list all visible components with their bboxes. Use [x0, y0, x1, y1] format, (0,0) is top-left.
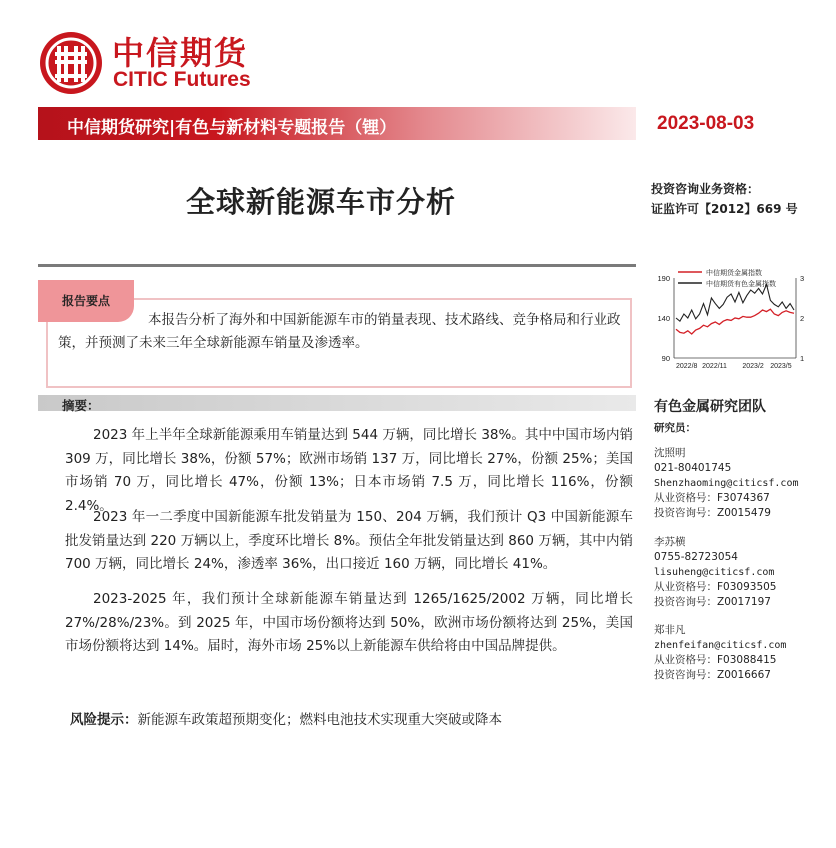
- metal-index-chart: [644, 266, 814, 380]
- x-tick-label: 2023/5: [770, 363, 792, 370]
- analyst-phone: 021-80401745: [654, 462, 732, 474]
- report-date: 2023-08-03: [657, 113, 755, 134]
- brand-name-en: CITIC Futures: [113, 68, 251, 91]
- risk-warning: [70, 708, 502, 728]
- analyst-advisory: 投资咨询号：Z0015479: [654, 507, 771, 519]
- analyst-card: [654, 446, 799, 521]
- x-tick-label: 2023/2: [742, 363, 764, 370]
- y-tick-label: 190: [657, 274, 670, 283]
- section-divider: [38, 264, 636, 267]
- highlights-text: 本报告分析了海外和中国新能源车市的销量表现、技术路线、竞争格局和行业政策，并预测了未来三年全球新能源车销量及渗透率。: [58, 312, 621, 351]
- legend-label: 中信期货有色金属指数: [706, 280, 776, 288]
- summary-label: 摘要：: [62, 398, 100, 413]
- analyst-name: 李苏横: [654, 536, 686, 548]
- analyst-card: [654, 535, 776, 610]
- risk-label: 风险提示：: [70, 712, 138, 728]
- analyst-email[interactable]: zhenfeifan@citicsf.com: [654, 640, 787, 651]
- y-tick-label: 90: [661, 354, 670, 363]
- analyst-qualification: 从业资格号：F03088415: [654, 654, 777, 666]
- summary-paragraph: 2023 年上半年全球新能源乘用车销量达到 544 万辆，同比增长 38%。其中中国市场内销 309 万，同比增长 38%，份额 57%；欧洲市场销 137 万，同比增长 27%，份额 25%；美国市场销 70 万，同比增长 47%，份额 13%；日本市场销 7.5 万，同比增长 116%，份额 2.4%。: [65, 427, 633, 514]
- analyst-phone: 0755-82723054: [654, 551, 738, 563]
- y-tick-label: 140: [657, 314, 670, 323]
- risk-text: 新能源车政策超预期变化；燃料电池技术实现重大突破或降本: [137, 712, 502, 728]
- analyst-name: 郑非凡: [654, 624, 686, 636]
- x-tick-label: 2022/11: [702, 363, 727, 370]
- legend-label: 中信期货金属指数: [706, 269, 762, 277]
- brand-name-cn: 中信期货: [112, 34, 249, 72]
- analyst-advisory: 投资咨询号：Z0016667: [654, 669, 771, 681]
- report-category: 中信期货研究|有色与新材料专题报告（锂）: [67, 118, 397, 138]
- report-title: 全球新能源车市分析: [186, 185, 457, 219]
- series-line-1: [676, 284, 794, 321]
- highlights-label: 报告要点: [62, 294, 111, 308]
- team-subtitle: 研究员：: [654, 422, 696, 434]
- analyst-card: [654, 623, 786, 683]
- summary-bar: [38, 395, 636, 411]
- y-tick-label-right: 1: [800, 354, 805, 363]
- citic-logo-icon: [38, 30, 104, 96]
- analyst-email[interactable]: Shenzhaoming@citicsf.com: [654, 478, 799, 489]
- y-tick-label-right: 2: [800, 314, 805, 323]
- license-label: 投资咨询业务资格：: [651, 182, 760, 196]
- y-tick-label-right: 3: [800, 274, 805, 283]
- summary-paragraph: 2023-2025 年，我们预计全球新能源车销量达到 1265/1625/2002 万辆，同比增长 27%/28%/23%。到 2025 年，中国市场份额将达到 50%，欧洲市场份额将达到 25%，美国市场份额将达到 14%。届时，海外市场 25%以上新能源车供给将由中国品牌提供。: [65, 591, 633, 654]
- analyst-name: 沈照明: [654, 447, 686, 459]
- analyst-advisory: 投资咨询号：Z0017197: [654, 596, 771, 608]
- x-tick-label: 2022/8: [676, 363, 698, 370]
- summary-paragraph: 2023 年一二季度中国新能源车批发销量为 150、204 万辆，我们预计 Q3 中国新能源车批发销量达到 220 万辆以上，季度环比增长 8%。预估全年批发销量达到 860 万辆，其中内销 700 万辆，同比增长 24%，渗透率 36%，出口接近 160 万辆，同比增长 41%。: [65, 509, 633, 572]
- license-number: 证监许可【2012】669 号: [651, 202, 798, 216]
- team-title: 有色金属研究团队: [654, 399, 766, 415]
- analyst-qualification: 从业资格号：F03093505: [654, 581, 777, 593]
- series-line-0: [676, 309, 794, 334]
- analyst-qualification: 从业资格号：F3074367: [654, 492, 770, 504]
- analyst-email[interactable]: lisuheng@citicsf.com: [654, 567, 775, 578]
